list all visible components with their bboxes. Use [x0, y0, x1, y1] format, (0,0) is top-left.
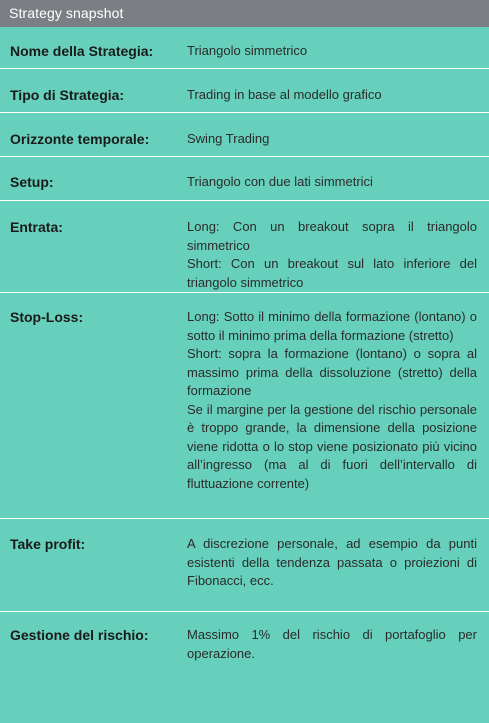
value-line: Triangolo con due lati simmetrici	[187, 174, 373, 189]
value-line: Se il margine per la gestione del rischio personale è troppo grande, la dimensione della posizione viene ridotta o lo stop viene posizionato più vicino all’ingresso (ma al di fuori dell’intervallo di fluttuazione corrente)	[187, 401, 477, 491]
row-time-horizon	[0, 113, 489, 157]
value-line: Triangolo simmetrico	[187, 43, 308, 58]
value-line: Trading in base al modello grafico	[187, 87, 382, 102]
row-strategy-name	[0, 27, 489, 69]
row-label: Take profit:	[10, 536, 86, 552]
row-take-profit	[0, 519, 489, 612]
row-setup	[0, 157, 489, 201]
value-line: Short: Con un breakout sul lato inferiore del triangolo simmetrico	[187, 256, 477, 290]
row-label: Orizzonte temporale:	[10, 131, 150, 147]
value-line: Short: sopra la formazione (lontano) o sopra al massimo prima della dissoluzione (stretto) della formazione	[187, 346, 477, 398]
row-risk-management	[0, 612, 489, 681]
row-strategy-type	[0, 69, 489, 113]
row-label: Gestione del rischio:	[10, 627, 149, 643]
row-stop-loss	[0, 293, 489, 519]
row-label: Nome della Strategia:	[10, 43, 154, 59]
row-value	[187, 218, 489, 292]
row-label: Entrata:	[10, 219, 63, 235]
row-value	[187, 42, 489, 68]
value-line: Massimo 1% del rischio di portafoglio per operazione.	[187, 627, 477, 661]
value-line: Swing Trading	[187, 131, 270, 146]
card-header: Strategy snapshot	[0, 0, 489, 27]
row-value	[187, 173, 489, 200]
row-value	[187, 626, 489, 681]
row-value	[187, 308, 489, 518]
value-line: Long: Sotto il minimo della formazione (lontano) o sotto il minimo prima della formazione (stretto)	[187, 309, 477, 343]
row-value	[187, 86, 489, 112]
row-label: Setup:	[10, 174, 54, 190]
row-value	[187, 130, 489, 156]
row-label: Tipo di Strategia:	[10, 87, 125, 103]
value-line: A discrezione personale, ad esempio da punti esistenti della tendenza passata o proiezioni di Fibonacci, ecc.	[187, 536, 477, 588]
value-line: Long: Con un breakout sopra il triangolo simmetrico	[187, 219, 477, 253]
row-label: Stop-Loss:	[10, 309, 84, 325]
row-value	[187, 535, 489, 611]
row-entry	[0, 201, 489, 293]
